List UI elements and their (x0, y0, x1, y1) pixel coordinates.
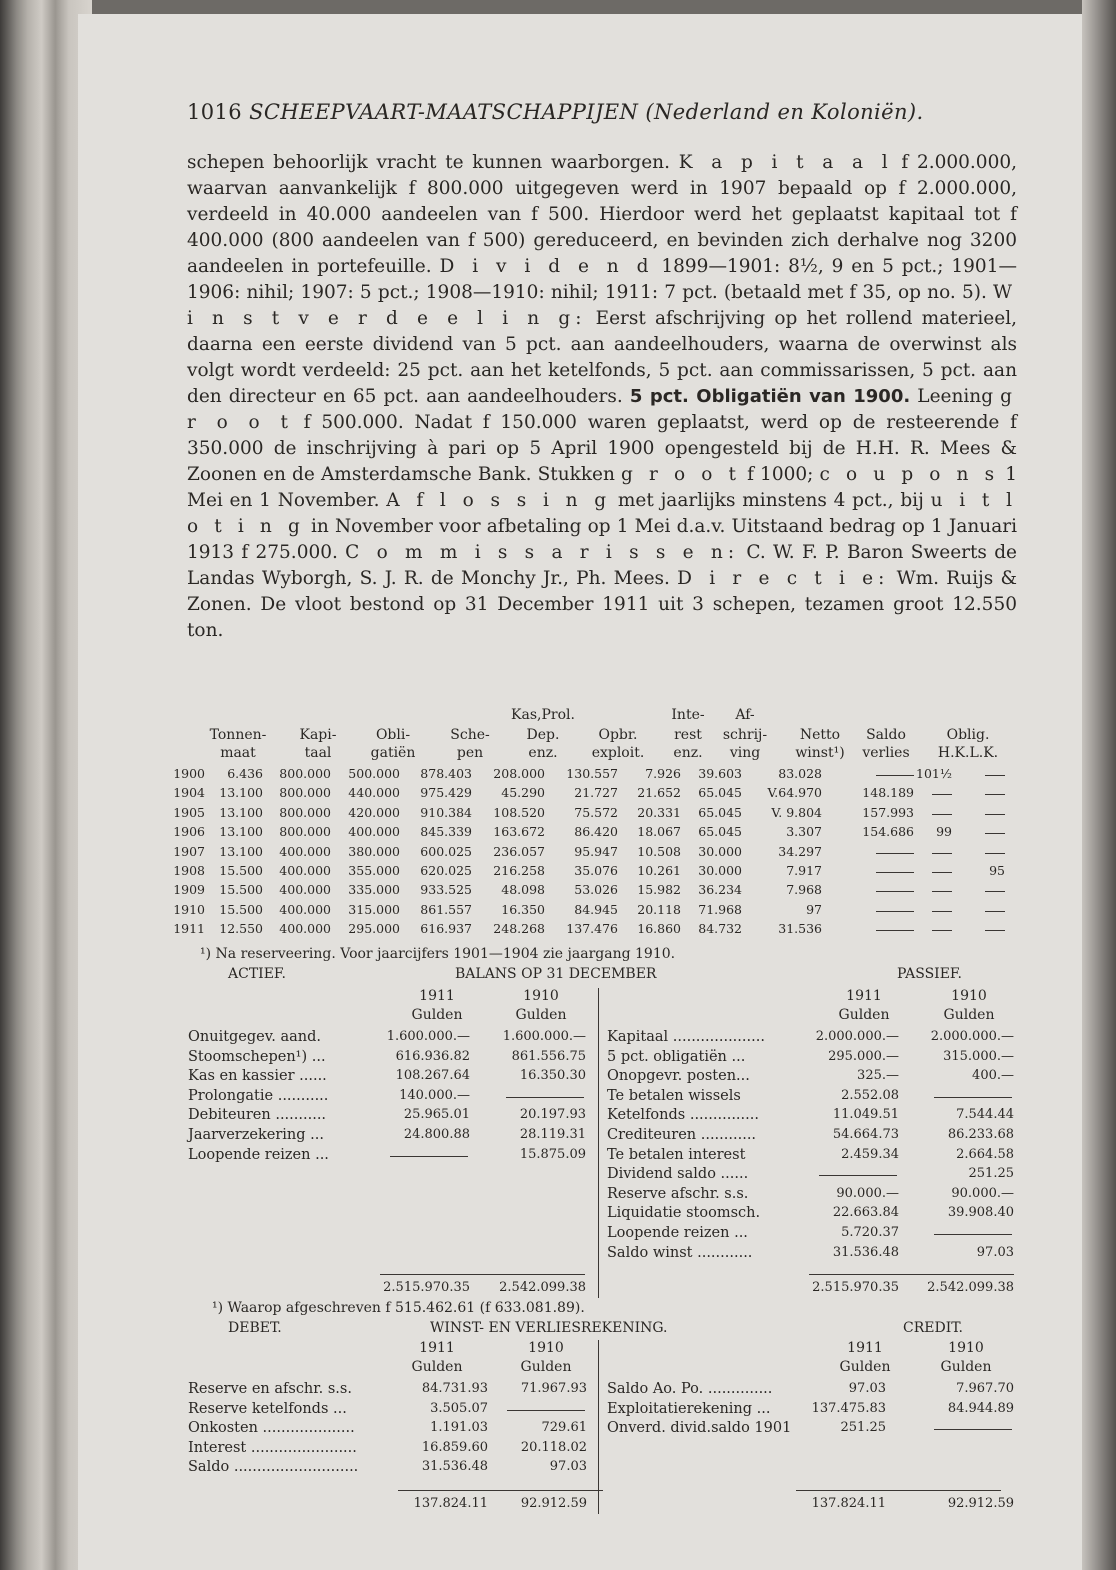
amount-cell: 86.233.68 (947, 1127, 1014, 1142)
table-cell: 7.917 (786, 863, 822, 878)
dash-mark (932, 794, 952, 795)
account-label: Onuitgegev. aand. (188, 1029, 321, 1045)
account-label: Kas en kassier ...... (188, 1068, 327, 1085)
amount-cell: 325.— (857, 1068, 899, 1084)
amount-cell: 97.03 (976, 1244, 1014, 1260)
text-run: Leening (910, 386, 1001, 407)
amount-cell: 90.000.— (951, 1185, 1014, 1201)
page-number: 1016 (187, 100, 243, 124)
amount-cell: 251.25 (840, 1420, 886, 1436)
amount-cell: 84.944.89 (947, 1400, 1014, 1416)
amount-cell: 729.61 (541, 1420, 587, 1436)
table-cell: 620.025 (420, 863, 472, 878)
dash-mark (985, 891, 1005, 892)
page-subtitle: (Nederland en Koloniën). (645, 100, 924, 124)
total-cell: 2.515.970.35 (383, 1280, 470, 1295)
dash-mark (932, 814, 952, 815)
table-cell: 355.000 (348, 863, 400, 878)
account-label: Reserve afschr. s.s. (607, 1185, 749, 1202)
table-cell: 30.000 (698, 863, 742, 878)
amount-cell: 1.191.03 (430, 1420, 488, 1436)
table-cell: 20.331 (637, 804, 681, 820)
table-cell: 30.000 (698, 843, 742, 859)
year-cell: 1906 (173, 824, 205, 840)
keyword-kapitaal: K a p i t a a l (678, 152, 893, 173)
table-cell: 10.261 (637, 863, 681, 878)
amount-cell: 2.000.000.— (815, 1029, 899, 1044)
amount-cell: 7.967.70 (956, 1381, 1014, 1396)
amount-cell: 16.859.60 (421, 1439, 488, 1455)
amount-cell: 5.720.37 (841, 1225, 899, 1240)
table-cell: 400.000 (348, 824, 400, 840)
dash-mark (507, 1410, 585, 1411)
account-label: Reserve en afschr. s.s. (188, 1381, 352, 1397)
text-run: schepen behoorlijk vracht te kunnen waarborgen. (187, 152, 679, 173)
text-run: C. W. F. P. Baron Sweerts de Landas Wyborgh, S. J. R. de Monchy Jr., Ph. Mees. (187, 542, 1018, 589)
table-cell: 130.557 (566, 766, 618, 781)
amount-cell: 15.875.09 (519, 1146, 586, 1162)
year-header: 1910 (523, 988, 559, 1004)
amount-cell: 2.664.58 (956, 1146, 1014, 1162)
table-cell: 45.290 (501, 785, 545, 801)
account-label: Liquidatie stoomsch. (607, 1205, 761, 1222)
year-cell: 1900 (173, 766, 205, 781)
dash-mark (985, 814, 1005, 815)
account-label: Onkosten .................... (188, 1420, 355, 1437)
column-header: H.K.L.K. (937, 745, 999, 761)
total-cell: 2.542.099.38 (499, 1280, 586, 1295)
year-header: 1911 (847, 1340, 883, 1356)
dash-mark (819, 1175, 897, 1176)
table-cell: 148.189 (862, 785, 914, 801)
table-cell: 400.000 (279, 882, 331, 898)
text-run: met jaarlijks minstens 4 pct., bij (611, 490, 931, 511)
table-cell: 6.436 (227, 766, 263, 781)
account-label: Prolongatie ........... (188, 1087, 329, 1104)
column-header: Dep. (526, 727, 560, 743)
account-label: Onopgevr. posten... (607, 1068, 750, 1085)
account-label: Onverd. divid.saldo 1901 (607, 1420, 792, 1437)
amount-cell: 1.600.000.— (502, 1029, 586, 1044)
table-cell: 137.476 (566, 921, 618, 937)
column-header: pen (456, 745, 484, 761)
table-cell: 248.268 (493, 921, 545, 937)
table-cell: 48.098 (501, 882, 545, 898)
keyword-coupons: c o u p o n s (819, 464, 1000, 485)
table-cell: 400.000 (279, 843, 331, 859)
balance-title: BALANS OP 31 DECEMBER (455, 966, 657, 982)
table-cell: 3.307 (786, 824, 822, 840)
year-header: 1911 (419, 1340, 455, 1356)
table-cell: 99 (936, 824, 952, 840)
table-cell: 15.982 (637, 882, 681, 898)
table-cell: 95 (989, 863, 1005, 878)
dash-mark (932, 911, 952, 912)
text-run: 1899—1901: 8½, 9 en 5 pct.; 1901—1906: nihil; 1907: 5 pct.; 1908—1910: nihil; 1911: 7 pct. (betaald met f 35, op no. 5). (187, 256, 1017, 303)
table-cell: 71.968 (698, 901, 742, 917)
keyword-obligatien: 5 pct. Obligatiën van 1900. (629, 386, 911, 407)
column-header: ving (729, 745, 761, 761)
table-cell: 800.000 (279, 804, 331, 820)
dash-mark (932, 872, 952, 873)
column-divider (598, 988, 599, 1298)
amount-cell: 2.459.34 (841, 1146, 899, 1162)
unit-header: Gulden (838, 1007, 890, 1023)
table-cell: 420.000 (348, 804, 400, 820)
table-cell: 34.297 (778, 843, 822, 859)
column-header: Tonnen- (209, 727, 267, 743)
account-label: Exploitatierekening ... (607, 1400, 771, 1417)
amount-cell: 2.000.000.— (930, 1029, 1014, 1044)
dash-mark (934, 1097, 1012, 1098)
table-cell: 216.258 (493, 863, 545, 878)
total-rule (796, 1490, 1001, 1491)
text-run: f 2.000.000, waarvan aanvankelijk f 800.000 uitgegeven werd in 1907 bepaald op f 2.000.000, verdeeld in 40.000 aandeelen van f 500. Hierdoor werd het geplaatst kapitaal tot f 400.000 (800 aandeelen van f 500) gereduceerd, en bevinden zich derhalve nog 3200 aandeelen in portefeuille. (187, 152, 1017, 277)
year-cell: 1904 (173, 785, 205, 801)
amount-cell: 97.03 (549, 1459, 587, 1475)
keyword-directie: D i r e c t i e: (677, 568, 890, 589)
table-cell: 154.686 (862, 824, 914, 840)
table-cell: 13.100 (219, 785, 263, 801)
account-label: Te betalen interest (607, 1146, 746, 1163)
table-cell: 13.100 (219, 824, 263, 840)
amount-cell: 39.908.40 (947, 1205, 1014, 1221)
column-header: exploit. (591, 745, 645, 761)
year-cell: 1908 (173, 863, 205, 878)
account-label: Saldo ........................... (188, 1459, 359, 1476)
pl-left-title: DEBET. (228, 1320, 282, 1336)
table-cell: 31.536 (778, 921, 822, 937)
column-header: Opbr. (598, 727, 638, 743)
page-edge (1082, 0, 1116, 1570)
table-cell: 84.732 (698, 921, 742, 937)
table-cell: 163.672 (493, 824, 545, 840)
account-label: 5 pct. obligatiën ... (607, 1048, 746, 1065)
amount-cell: 315.000.— (943, 1048, 1014, 1064)
amount-cell: 71.967.93 (520, 1381, 587, 1396)
column-header: rest (674, 727, 702, 743)
dash-mark (985, 930, 1005, 931)
table-cell: 108.520 (493, 804, 545, 820)
table-cell: 800.000 (279, 824, 331, 840)
table-cell: 35.076 (574, 863, 618, 878)
dash-mark (876, 930, 914, 931)
total-cell: 137.824.11 (811, 1496, 886, 1511)
dash-mark (876, 891, 914, 892)
dash-mark (932, 853, 952, 854)
amount-cell: 84.731.93 (421, 1381, 488, 1396)
amount-cell: 90.000.— (836, 1185, 899, 1201)
account-label: Saldo Ao. Po. .............. (607, 1381, 773, 1397)
dash-mark (985, 794, 1005, 795)
table-cell: 800.000 (279, 785, 331, 801)
amount-cell: 22.663.84 (832, 1205, 899, 1221)
pl-title: WINST- EN VERLIESREKENING. (430, 1320, 668, 1336)
amount-cell: 295.000.— (828, 1048, 899, 1064)
table-cell: 295.000 (348, 921, 400, 937)
balance-right-title: PASSIEF. (897, 966, 962, 982)
amount-cell: 140.000.— (399, 1087, 470, 1103)
table-cell: 53.026 (574, 882, 618, 898)
table-cell: 65.045 (698, 785, 742, 801)
dash-mark (876, 872, 914, 873)
year-cell: 1911 (173, 921, 205, 937)
table-cell: 616.937 (420, 921, 472, 937)
text-run: f 500.000. Nadat f 150.000 waren geplaatst, werd op de resteerende f 350.000 de inschrijving à pari op 5 April 1900 opengesteld bij de H.H. R. Mees & Zoonen en de Amsterdamsche Bank. Stukken (187, 412, 1018, 485)
table-cell: 65.045 (698, 804, 742, 820)
keyword-winstverdeeling: W i n s t v e r d e e l i n g: (187, 282, 1017, 329)
table-cell: 13.100 (219, 843, 263, 859)
amount-cell: 24.800.88 (403, 1127, 470, 1142)
total-rule (380, 1274, 585, 1275)
table-cell: 75.572 (574, 804, 618, 820)
table-cell: 335.000 (348, 882, 400, 898)
account-label: Te betalen wissels (607, 1087, 741, 1104)
column-header: Netto (799, 727, 841, 743)
keyword-aflossing: A f l o s s i n g (386, 490, 612, 511)
year-header: 1911 (846, 988, 882, 1004)
unit-header: Gulden (839, 1359, 891, 1375)
dash-mark (876, 911, 914, 912)
dash-mark (985, 853, 1005, 854)
amount-cell: 251.25 (968, 1166, 1014, 1182)
total-rule (398, 1490, 603, 1491)
table-cell: 18.067 (637, 824, 681, 840)
dash-mark (506, 1097, 584, 1098)
balance-footnote: ¹) Waarop afgeschreven f 515.462.61 (f 633.081.89). (212, 1300, 585, 1316)
keyword-groot: g r o o t (621, 464, 741, 485)
account-label: Crediteuren ............ (607, 1127, 757, 1143)
account-label: Ketelfonds ............... (607, 1107, 759, 1124)
table-cell: 933.525 (420, 882, 472, 898)
table-cell: 15.500 (219, 863, 263, 878)
amount-cell: 11.049.51 (832, 1107, 899, 1123)
table-cell: 12.550 (219, 921, 263, 937)
unit-header: Gulden (411, 1007, 463, 1023)
dash-mark (932, 891, 952, 892)
year-cell: 1905 (173, 804, 205, 820)
unit-header: Gulden (943, 1007, 995, 1023)
amount-cell: 2.552.08 (841, 1087, 899, 1103)
account-label: Kapitaal .................... (607, 1029, 765, 1045)
dash-mark (934, 1429, 1012, 1430)
stats-footnote: ¹) Na reserveering. Voor jaarcijfers 1901—1904 zie jaargang 1910. (200, 946, 676, 962)
table-cell: 101½ (916, 766, 952, 781)
keyword-commissarissen: C o m m i s s a r i s s e n: (345, 542, 740, 563)
account-label: Saldo winst ............ (607, 1244, 753, 1261)
year-cell: 1907 (173, 843, 205, 859)
account-label: Jaarverzekering ... (188, 1127, 324, 1143)
column-header: verlies (862, 745, 910, 761)
dash-mark (934, 1234, 1012, 1235)
amount-cell: 7.544.44 (956, 1107, 1014, 1123)
account-label: Dividend saldo ...... (607, 1166, 749, 1183)
total-rule (809, 1274, 1014, 1275)
table-cell: 400.000 (279, 863, 331, 878)
table-cell: 21.652 (637, 785, 681, 801)
amount-cell: 31.536.48 (832, 1244, 899, 1260)
table-cell: 910.384 (420, 804, 472, 820)
total-cell: 137.824.11 (413, 1496, 488, 1511)
table-cell: 16.350 (501, 901, 545, 917)
column-header: maat (220, 745, 256, 761)
amount-cell: 28.119.31 (519, 1127, 586, 1142)
table-cell: 440.000 (348, 785, 400, 801)
column-divider (598, 1340, 599, 1514)
column-header: Saldo (866, 727, 906, 743)
account-label: Debiteuren ........... (188, 1107, 327, 1124)
dash-mark (390, 1156, 468, 1157)
table-cell: 16.860 (637, 921, 681, 937)
amount-cell: 16.350.30 (519, 1068, 586, 1084)
table-cell: 315.000 (348, 901, 400, 917)
unit-header: Gulden (520, 1359, 572, 1375)
account-label: Loopende reizen ... (607, 1225, 748, 1241)
amount-cell: 861.556.75 (511, 1048, 586, 1064)
page-header (187, 100, 924, 124)
account-label: Interest ....................... (188, 1439, 357, 1456)
total-cell: 92.912.59 (947, 1496, 1014, 1511)
table-cell: 13.100 (219, 804, 263, 820)
keyword-uitloting: u i t l o t i n g (187, 490, 1017, 537)
table-cell: 65.045 (698, 824, 742, 840)
column-header: enz. (528, 745, 558, 761)
amount-cell: 54.664.73 (832, 1127, 899, 1142)
unit-header: Gulden (411, 1359, 463, 1375)
table-cell: 975.429 (420, 785, 472, 801)
keyword-groot: g r o o t (187, 386, 1017, 433)
amount-cell: 137.475.83 (811, 1400, 886, 1416)
table-cell: 878.403 (420, 766, 472, 781)
keyword-dividend: D i v i d e n d (439, 256, 654, 277)
column-header: Oblig. (946, 727, 990, 743)
column-header: Inte- (671, 707, 705, 723)
year-cell: 1909 (173, 882, 205, 898)
table-cell: 95.947 (574, 843, 618, 859)
text-run: Eerst afschrijving op het rollend materieel, daarna een eerste dividend van 5 pct. aan aandeelhouders, waarna de overwinst als volgt wordt verdeeld: 25 pct. aan het ketelfonds, 5 pct. aan commissarissen, 5 pct. aan den directeur en 65 pct. aan aandeelhouders. (187, 308, 1018, 407)
table-cell: V.64.970 (767, 785, 822, 801)
table-cell: 800.000 (279, 766, 331, 781)
account-label: Reserve ketelfonds ... (188, 1400, 347, 1417)
year-cell: 1910 (173, 901, 205, 917)
dash-mark (985, 911, 1005, 912)
amount-cell: 20.118.02 (520, 1439, 587, 1455)
table-cell: 400.000 (279, 901, 331, 917)
text-run: f 1000; (740, 464, 820, 485)
text-run: in November voor afbetaling op 1 Mei d.a.v. Uitstaand bedrag op 1 Januari 1913 f 275.000. (187, 516, 1017, 563)
dash-mark (985, 833, 1005, 834)
table-cell: 7.926 (645, 766, 681, 781)
table-cell: 208.000 (493, 766, 545, 781)
total-cell: 2.542.099.38 (927, 1280, 1014, 1295)
table-cell: 861.557 (420, 901, 472, 917)
amount-cell: 1.600.000.— (386, 1029, 470, 1044)
table-cell: 15.500 (219, 901, 263, 917)
column-header: gatiën (370, 745, 416, 761)
pl-right-title: CREDIT. (903, 1320, 963, 1336)
company-description (187, 150, 1017, 644)
column-header: Af- (735, 707, 755, 723)
table-cell: 600.025 (420, 843, 472, 859)
table-cell: 10.508 (637, 843, 681, 859)
amount-cell: 31.536.48 (421, 1459, 488, 1475)
amount-cell: 616.936.82 (395, 1048, 470, 1064)
text-run: Wm. Ruijs & Zonen. De vloot bestond op 31 December 1911 uit 3 schepen, tezamen groot 12.550 ton. (187, 568, 1017, 641)
column-header: Kapi- (299, 727, 337, 743)
dash-mark (985, 775, 1005, 776)
column-header: enz. (673, 745, 703, 761)
table-cell: 380.000 (348, 843, 400, 859)
table-cell: 86.420 (574, 824, 618, 840)
column-header: winst¹) (795, 745, 845, 761)
column-header: schrij- (722, 727, 768, 743)
year-header: 1911 (419, 988, 455, 1004)
table-cell: 845.339 (420, 824, 472, 840)
account-label: Loopende reizen ... (188, 1146, 329, 1163)
table-cell: 400.000 (279, 921, 331, 937)
column-header: taal (304, 745, 332, 761)
dash-mark (932, 930, 952, 931)
unit-header: Gulden (940, 1359, 992, 1375)
amount-cell: 400.— (972, 1068, 1014, 1084)
table-cell: 83.028 (778, 766, 822, 781)
amount-cell: 108.267.64 (395, 1068, 470, 1084)
table-cell: 15.500 (219, 882, 263, 898)
table-cell: 236.057 (493, 843, 545, 859)
table-cell: 20.118 (637, 901, 681, 917)
column-header: Sche- (450, 727, 490, 743)
total-cell: 92.912.59 (520, 1496, 587, 1511)
dash-mark (876, 853, 914, 854)
table-cell: V. 9.804 (771, 804, 822, 820)
text-run: 1 Mei en 1 November. (187, 464, 1017, 511)
amount-cell: 25.965.01 (403, 1107, 470, 1123)
dash-mark (876, 775, 914, 776)
account-label: Stoomschepen¹) ... (188, 1048, 326, 1065)
table-cell: 36.234 (698, 882, 742, 898)
table-cell: 7.968 (786, 882, 822, 898)
amount-cell: 20.197.93 (519, 1107, 586, 1123)
table-cell: 39.603 (698, 766, 742, 781)
year-header: 1910 (528, 1340, 564, 1356)
table-cell: 157.993 (862, 804, 914, 820)
amount-cell: 3.505.07 (430, 1400, 488, 1416)
page-title: SCHEEPVAART-MAATSCHAPPIJEN (249, 100, 639, 124)
year-header: 1910 (951, 988, 987, 1004)
year-header: 1910 (948, 1340, 984, 1356)
table-cell: 97 (806, 901, 822, 917)
amount-cell: 97.03 (848, 1381, 886, 1396)
table-cell: 21.727 (574, 785, 618, 801)
column-header: Obli- (375, 727, 411, 743)
table-cell: 500.000 (348, 766, 400, 781)
unit-header: Gulden (515, 1007, 567, 1023)
total-cell: 2.515.970.35 (812, 1280, 899, 1295)
column-header: Kas,Prol. (511, 707, 575, 723)
table-cell: 84.945 (574, 901, 618, 917)
balance-left-title: ACTIEF. (228, 966, 286, 982)
